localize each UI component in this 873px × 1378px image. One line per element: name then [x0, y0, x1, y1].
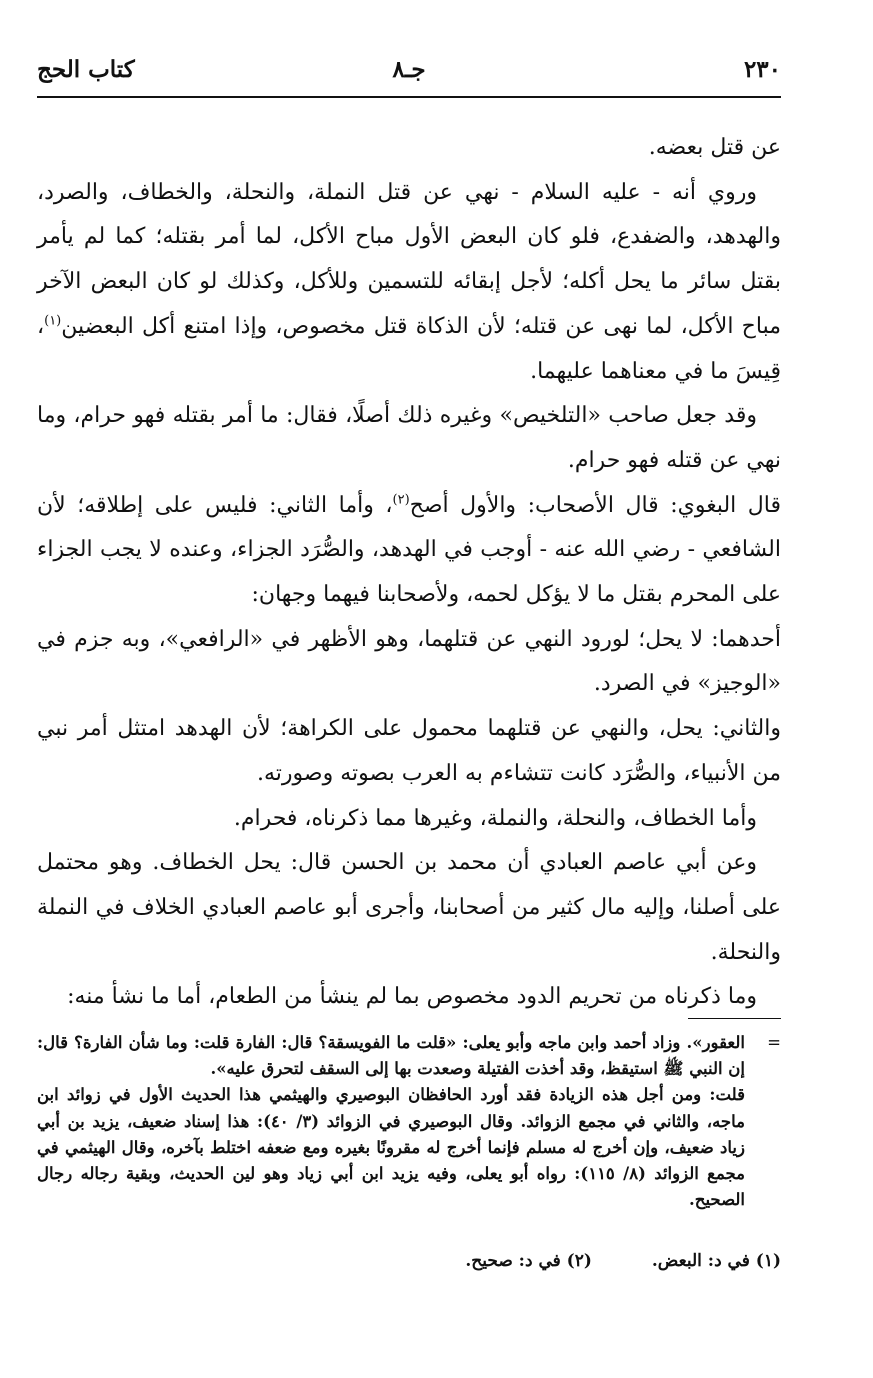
footnote-continuation [37, 1030, 781, 1213]
paragraph: عن قتل بعضه. [648, 135, 781, 160]
paragraph [37, 171, 781, 395]
paragraph-text: ، وأما الثاني: فليس على إطلاقه؛ لأن الشافعي - رضي الله عنه - أوجب في الهدهد، والصُّرَد الجزاء، وعنده لا يجب الجزاء على المحرم بقتل ما لا يؤكل لحمه، ولأصحابنا فيهما وجهان: [37, 492, 781, 608]
paragraph: وعن أبي عاصم العبادي أن محمد بن الحسن قال: يحل الخطاف. وهو محتمل على أصلنا، وإليه مال كثير من أصحابنا، وأجرى أبو عاصم العبادي الخلاف في النملة والنحلة. [37, 850, 781, 965]
paragraph: أحدهما: لا يحل؛ لورود النهي عن قتلهما، وهو الأظهر في «الرافعي»، وبه جزم في «الوجيز» في الصرد. [37, 626, 781, 697]
main-text [37, 126, 781, 1020]
paragraph-text: ، قِيسَ ما في معناهما عليهما. [37, 313, 781, 384]
book-title: كتاب الحج [37, 56, 135, 83]
paragraph-text: قال البغوي: قال الأصحاب: والأول أصح [409, 492, 781, 518]
running-header [37, 52, 781, 92]
paragraph [37, 484, 781, 618]
footnote-1: (١) في د: البعض. [651, 1251, 781, 1271]
continuation-mark: = [767, 1033, 781, 1052]
paragraph: وما ذكرناه من تحريم الدود مخصوص بما لم ينشأ من الطعام، أما ما نشأ منه: [67, 984, 757, 1010]
paragraph: وقد جعل صاحب «التلخيص» وغيره ذلك أصلًا، فقال: ما أمر بقتله فهو حرام، وما نهي عن قتله فهو حرام. [37, 403, 781, 473]
header-rule [37, 96, 781, 98]
footnote-text: العقور». وزاد أحمد وابن ماجه وأبو يعلى: «قلت ما الفويسقة؟ قال: الفارة قلت: وما شأن الفارة؟ قال: إن النبي ﷺ استيقظ، وقد أخذت الفتيلة وصعدت بها إلى السقف لتحرق عليه». [37, 1033, 745, 1079]
footnote-rule [688, 1018, 781, 1019]
paragraph: وأما الخطاف، والنحلة، والنملة، وغيرها مما ذكرناه، فحرام. [233, 805, 757, 831]
footnote-ref-1: (١) [44, 313, 62, 329]
footnotes-list [465, 1248, 781, 1274]
footnote-text: قلت: ومن أجل هذه الزيادة فقد أورد الحافظان البوصيري والهيثمي هذا الحديث الأول في زوائد ابن ماجه، والثاني في مجمع الزوائد. وقال البوصيري في الزوائد (٣/ ٤٠): هذا إسناد ضعيف، يزيد بن أبي زياد ضعيف، وإن أخرج له مسلم فإنما أخرج له مقرونًا بغيره ومع ضعفه اختلط بآخره، وقال الهيثمي في مجمع الزوائد (٨/ ١١٥): رواه أبو يعلى، وفيه يزيد ابن أبي زياد وهو لين الحديث، وبقية رجاله رجال الصحيح. [37, 1085, 745, 1210]
paragraph: والثاني: يحل، والنهي عن قتلهما محمول على الكراهة؛ لأن الهدهد امتثل أمر نبي من الأنبياء، والصُّرَد كانت تتشاءم به العرب بصوته وصورته. [37, 716, 781, 786]
page-number: ٢٣٠ [743, 56, 781, 83]
volume-label: جـ٨ [392, 56, 426, 83]
footnote-ref-2: (٢) [392, 492, 410, 508]
paragraph-text: وروي أنه - عليه السلام - نهي عن قتل النملة، والنحلة، والخطاف، والصرد، والهدهد، والضفدع، فلو كان البعض الأول مباح الأكل، لما أمر بقتله؛ كما لم يأمر بقتل سائر ما يحل أكله؛ لأجل إبقائه للتسمين وللأكل، وكذلك لو كان البعض الآخر مباح الأكل، لما نهى عن قتله؛ لأن الذكاة قتل مخصوص، وإذا امتنع أكل البعضين [37, 179, 781, 339]
footnote-2: (٢) في د: صحيح. [465, 1251, 592, 1271]
